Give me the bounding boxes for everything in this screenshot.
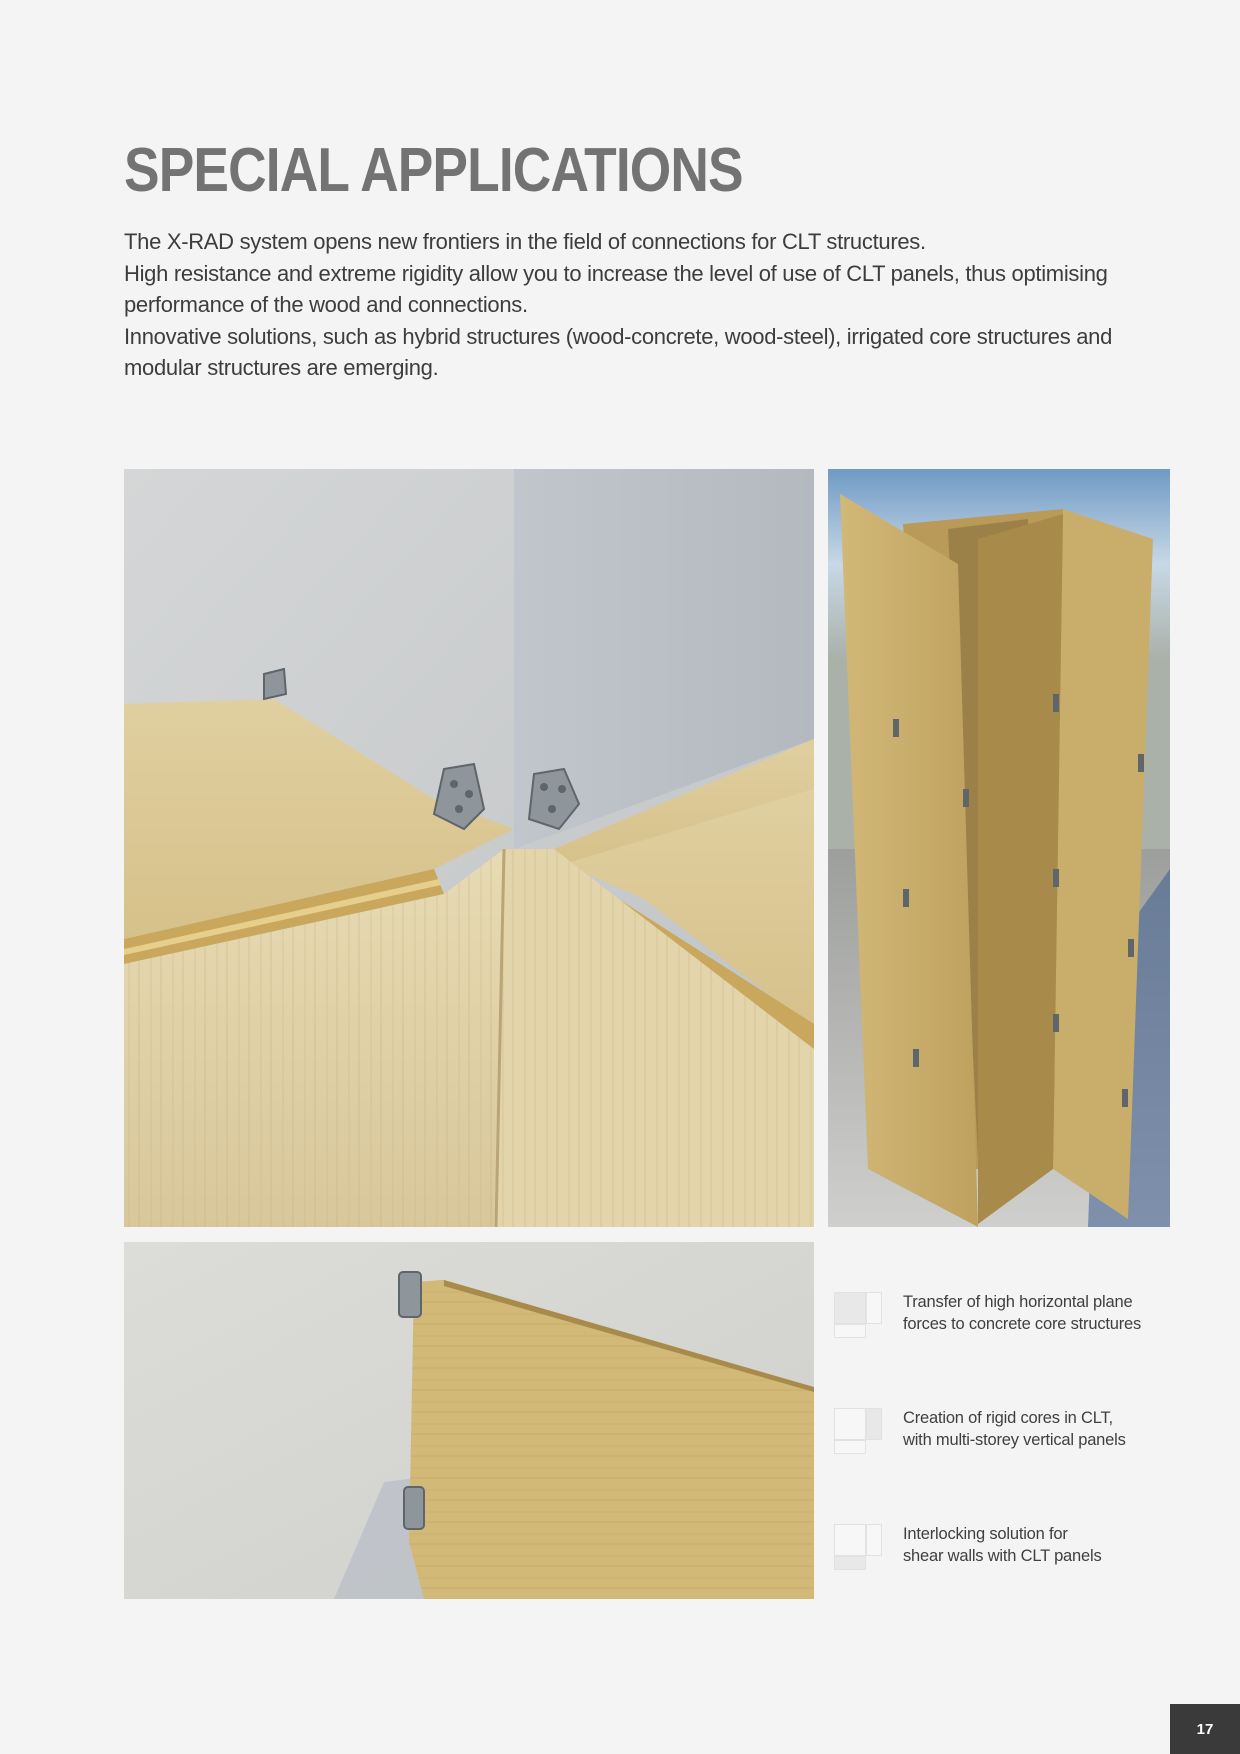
legend-label-line: Creation of rigid cores in CLT,	[903, 1409, 1113, 1427]
rigid-core-diagram-icon	[834, 1408, 882, 1454]
legend-label	[903, 1408, 1173, 1451]
legend-label-line: with multi-storey vertical panels	[903, 1430, 1126, 1449]
page-number: 17	[1170, 1704, 1240, 1754]
core-transfer-diagram-icon	[834, 1292, 882, 1338]
legend-label	[903, 1292, 1173, 1335]
intro-text	[124, 226, 1174, 384]
shear-wall-diagram-icon	[834, 1524, 882, 1570]
legend-label-line: forces to concrete core structures	[903, 1314, 1142, 1333]
page-title: SPECIAL APPLICATIONS	[124, 136, 743, 205]
intro-paragraph-3: Innovative solutions, such as hybrid structures (wood-concrete, wood-steel), irrigated core structures and modular structures are emerging.	[124, 323, 1113, 380]
legend-label-line: Interlocking solution for	[903, 1525, 1068, 1543]
photo-clt-shear-wall	[124, 1242, 814, 1599]
legend-label-line: shear walls with CLT panels	[903, 1546, 1102, 1565]
legend-label	[903, 1524, 1173, 1567]
intro-paragraph-1: The X-RAD system opens new frontiers in the field of connections for CLT structures.	[124, 229, 926, 254]
intro-paragraph-2: High resistance and extreme rigidity allow you to increase the level of use of CLT panels, thus optimising performance of the wood and connections.	[124, 260, 1108, 317]
photo-clt-rigid-core	[828, 469, 1170, 1227]
photo-clt-concrete-corner	[124, 469, 814, 1227]
legend-label-line: Transfer of high horizontal plane	[903, 1293, 1133, 1311]
